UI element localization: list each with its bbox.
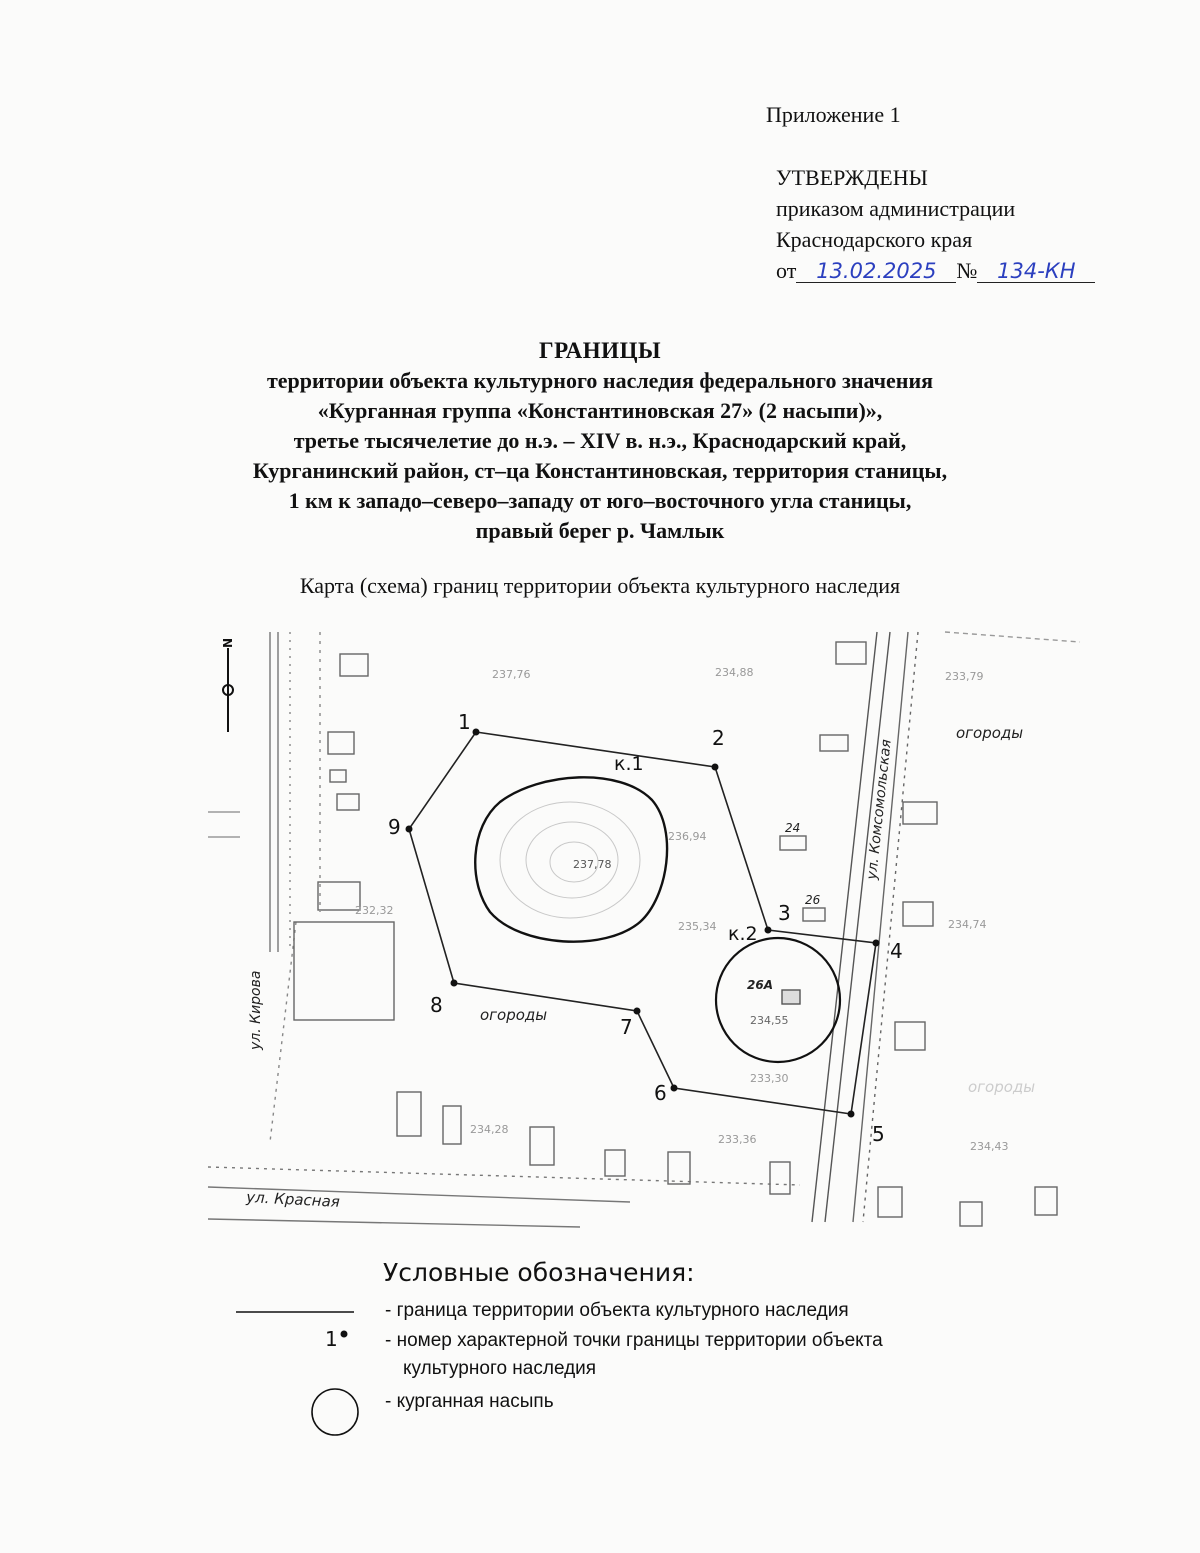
point-2-marker	[712, 764, 719, 771]
title-line: Курганинский район, ст–ца Константиновская, территория станицы,	[252, 458, 948, 483]
area-label-gardens: огороды	[480, 1006, 548, 1024]
point-5-marker	[848, 1111, 855, 1118]
legend-point-number: 1	[325, 1327, 338, 1351]
point-label-1: 1	[458, 710, 471, 734]
mound-label-k1: к.1	[614, 753, 644, 775]
point-label-7: 7	[620, 1015, 633, 1039]
boundary-point-markers	[406, 729, 880, 1118]
legend-title: Условные обозначения:	[383, 1258, 695, 1287]
point-4-marker	[873, 940, 880, 947]
elevation-mark: 237,76	[492, 668, 531, 681]
map-caption: Карта (схема) границ территории объекта культурного наследия	[299, 573, 901, 598]
house-number-26a: 26А	[747, 978, 773, 992]
legend-point-symbol	[341, 1331, 348, 1338]
title-line: 1 км к западо–северо–западу от юго–восточного угла станицы,	[288, 488, 912, 513]
mound-label-k2: к.2	[728, 923, 758, 945]
title-line: территории объекта культурного наследия федерального значения	[266, 368, 934, 393]
document-title	[0, 336, 1200, 546]
point-label-6: 6	[654, 1081, 667, 1105]
point-1-marker	[473, 729, 480, 736]
elevation-mark: 235,34	[678, 920, 717, 933]
elevation-mark: 232,32	[355, 904, 394, 917]
legend-item-point-cont: культурного наследия	[403, 1358, 597, 1379]
legend-item-boundary: - граница территории объекта культурного наследия	[385, 1300, 849, 1321]
elevation-mark: 233,36	[718, 1133, 757, 1146]
number-value: 134-КН	[977, 260, 1095, 283]
point-9-marker	[406, 826, 413, 833]
date-number-line	[776, 255, 1156, 286]
area-label-gardens: огороды	[956, 724, 1024, 742]
approved-by-line1: приказом администрации	[776, 196, 1016, 221]
legend-item-point: - номер характерной точки границы территории объекта	[385, 1330, 883, 1351]
number-sign: №	[956, 258, 978, 283]
elevation-mark: 236,94	[668, 830, 707, 843]
elevation-mark: 234,74	[948, 918, 987, 931]
title-line: «Курганная группа «Константиновская 27» (2 насыпи)»,	[317, 398, 883, 423]
mound-k2	[716, 938, 840, 1062]
approval-block	[776, 162, 1156, 286]
title-heading: ГРАНИЦЫ	[538, 338, 662, 363]
elevation-mark: 233,79	[945, 670, 984, 683]
point-label-5: 5	[872, 1122, 885, 1146]
point-7-marker	[634, 1008, 641, 1015]
point-6-marker	[671, 1085, 678, 1092]
elevation-mark: 234,55	[750, 1014, 789, 1027]
north-label: N	[221, 637, 235, 648]
elevation-mark: 237,78	[573, 858, 612, 871]
boundary-point-labels	[388, 710, 903, 1146]
elevation-mark: 234,43	[970, 1140, 1009, 1153]
title-line: третье тысячелетие до н.э. – XIV в. н.э., Краснодарский край,	[293, 428, 907, 453]
territory-boundary	[409, 732, 876, 1114]
elevation-mark: 233,30	[750, 1072, 789, 1085]
elevation-mark: 234,88	[715, 666, 754, 679]
house-number-26: 26	[805, 893, 821, 907]
contour-lines	[500, 802, 640, 918]
point-label-9: 9	[388, 815, 401, 839]
street-kirova: ул. Кирова	[248, 970, 264, 1050]
elevation-marks	[355, 666, 1009, 1153]
street-krasnaya: ул. Красная	[245, 1188, 341, 1211]
boundary-map	[200, 622, 1100, 1232]
legend-circle-symbol	[312, 1389, 358, 1435]
house-number-24: 24	[785, 821, 801, 835]
point-8-marker	[451, 980, 458, 987]
point-label-8: 8	[430, 993, 443, 1017]
area-label-gardens: огороды	[968, 1078, 1036, 1096]
point-3-marker	[765, 927, 772, 934]
title-line: правый берег р. Чамлык	[475, 518, 725, 543]
date-value: 13.02.2025	[796, 260, 956, 283]
point-label-2: 2	[712, 726, 725, 750]
legend-item-mound: - курганная насыпь	[385, 1391, 554, 1412]
point-label-3: 3	[778, 901, 791, 925]
date-prefix: от	[776, 258, 797, 283]
approved-by-line2: Краснодарского края	[776, 227, 973, 252]
street-komsomolskaya: ул. Комсомольская	[864, 738, 895, 881]
approved-heading: УТВЕРЖДЕНЫ	[776, 165, 928, 190]
legend-symbols	[230, 1300, 370, 1470]
annex-label: Приложение 1	[766, 102, 901, 127]
point-label-4: 4	[890, 939, 903, 963]
elevation-mark: 234,28	[470, 1123, 509, 1136]
